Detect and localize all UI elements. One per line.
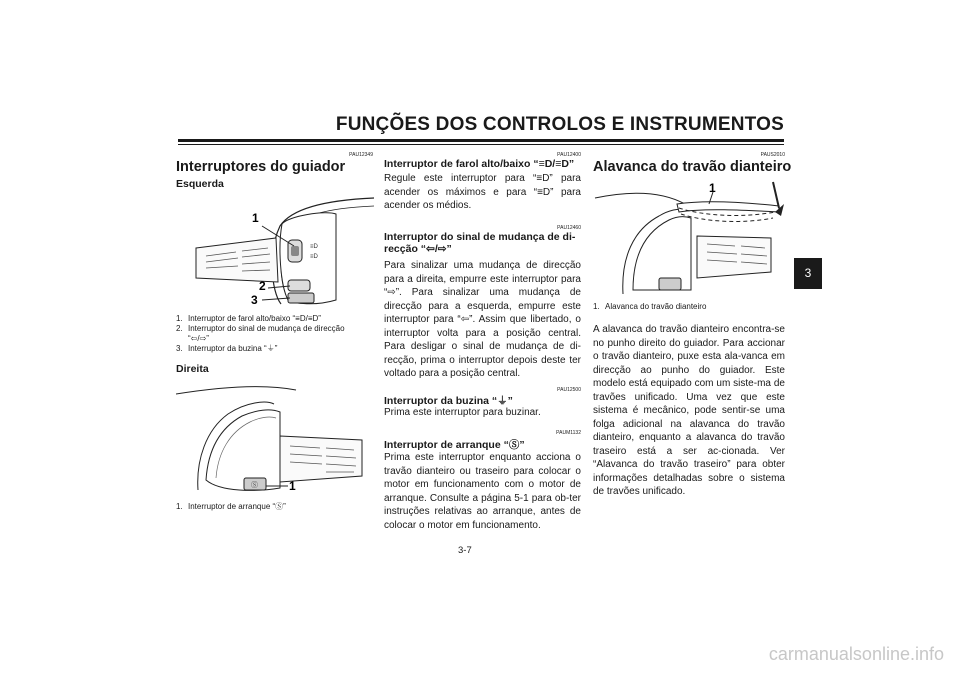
right-handlebar-illustration bbox=[176, 380, 374, 496]
section-body: Regule este interruptor para “≡D” para acender os máximos e para “≡D” para acender os médios. bbox=[384, 173, 581, 211]
page-header-title: FUNÇÕES DOS CONTROLOS E INSTRUMENTOS bbox=[335, 114, 784, 135]
section-title: Interruptor de farol alto/baixo “≡D/≡D” bbox=[384, 158, 575, 170]
caption-row bbox=[176, 324, 376, 334]
section-title: Alavanca do travão dianteiro bbox=[593, 159, 792, 175]
section-body: Prima este interruptor para buzinar. bbox=[384, 407, 541, 418]
section-code: PAU12400 bbox=[557, 152, 581, 158]
left-handlebar-illustration bbox=[176, 196, 374, 306]
section-body: Para sinalizar uma mudança de direcção para a direita, empurre este interruptor para “⇨”. Para sinalizar uma mudança de direcção para a esquerda, empurre este interruptor para “⇦”. Assim que libertado, o interruptor volta para a posição central. Para desligar o sinal de mudança de di-recção, prima o interruptor depois deste ter voltado para a posição central. bbox=[384, 260, 581, 379]
section-title-line: recção “⇦/⇨” bbox=[384, 243, 452, 255]
svg-text:≡D: ≡D bbox=[310, 254, 318, 260]
svg-text:≡D: ≡D bbox=[310, 244, 318, 250]
section-code: PAUS2010 bbox=[760, 152, 785, 158]
caption-text: Interruptor da buzina “⏚” bbox=[188, 344, 278, 353]
section-title: Interruptores do guiador bbox=[176, 159, 346, 175]
svg-text:Ⓢ: Ⓢ bbox=[251, 482, 258, 489]
section-title-line: Interruptor do sinal de mudança de di- bbox=[384, 231, 576, 243]
brake-lever-illustration bbox=[593, 178, 787, 296]
caption-number: 1. bbox=[593, 302, 600, 311]
figure-caption bbox=[593, 302, 785, 312]
figure-label-1: 1 bbox=[709, 181, 716, 195]
section-code: PAU12349 bbox=[349, 152, 373, 158]
subheading-right: Direita bbox=[176, 363, 209, 375]
header-rule-thin bbox=[178, 144, 784, 145]
section-title: Interruptor de arranque “Ⓢ” bbox=[384, 439, 525, 451]
caption-text: “⇦/⇨” bbox=[188, 334, 209, 343]
section-title: Interruptor da buzina “⏚” bbox=[384, 395, 513, 407]
caption-text: Interruptor de farol alto/baixo “≡D/≡D” bbox=[188, 314, 321, 323]
caption-text: Alavanca do travão dianteiro bbox=[605, 302, 707, 311]
caption-row bbox=[176, 314, 376, 324]
section-code: PAU12460 bbox=[557, 225, 581, 231]
caption-text: Interruptor de arranque “Ⓢ” bbox=[188, 502, 286, 511]
caption-row bbox=[176, 344, 376, 354]
figure-label-2: 2 bbox=[259, 279, 266, 293]
figure-label-1: 1 bbox=[252, 211, 259, 225]
figure-label-3: 3 bbox=[251, 293, 258, 306]
figure-label-1: 1 bbox=[289, 479, 296, 493]
section-body: A alavanca do travão dianteiro encontra-se no punho direito do guiador. Para accionar o travão dianteiro, puxe esta ala-vanca em direcção ao punho do guiador. Este modelo está equipado com um siste-ma de travões unificado. Uma vez que este sistema é mecânico, pode sentir-se uma folga adicional na alavanca do travão dianteiro, enquanto a alavanca do travão traseiro está a ser ac-cionada. Ver “Alavanca do travão traseiro” para obter informações detalhadas sobre o sistema de travões unificado. bbox=[593, 324, 785, 497]
chapter-tab: 3 bbox=[794, 258, 822, 289]
section-code: PAUM1132 bbox=[556, 430, 581, 436]
watermark: carmanualsonline.info bbox=[768, 644, 944, 664]
figure-caption-right bbox=[176, 502, 376, 512]
caption-row bbox=[176, 334, 376, 344]
section-title bbox=[384, 231, 584, 255]
caption-number: 1. bbox=[176, 502, 183, 511]
subheading-left: Esquerda bbox=[176, 178, 224, 190]
page-number: 3-7 bbox=[458, 545, 472, 556]
section-body: Prima este interruptor enquanto acciona o travão dianteiro ou traseiro para colocar o motor em funcionamento com o motor de arranque. Consulte a página 5-1 para ob-ter instruções relativas ao arranque, antes de colocar o motor em funcionamento. bbox=[384, 452, 581, 531]
caption-row bbox=[176, 502, 376, 512]
caption-number: 3. bbox=[176, 344, 183, 353]
caption-number bbox=[176, 334, 188, 344]
section-code: PAU12500 bbox=[557, 387, 581, 393]
caption-number: 1. bbox=[176, 314, 183, 323]
caption-number: 2. bbox=[176, 324, 183, 333]
header-rule bbox=[178, 139, 784, 142]
caption-text: Interruptor do sinal de mudança de direcção bbox=[188, 324, 345, 333]
figure-captions-left bbox=[176, 314, 376, 354]
caption-row bbox=[593, 302, 785, 312]
